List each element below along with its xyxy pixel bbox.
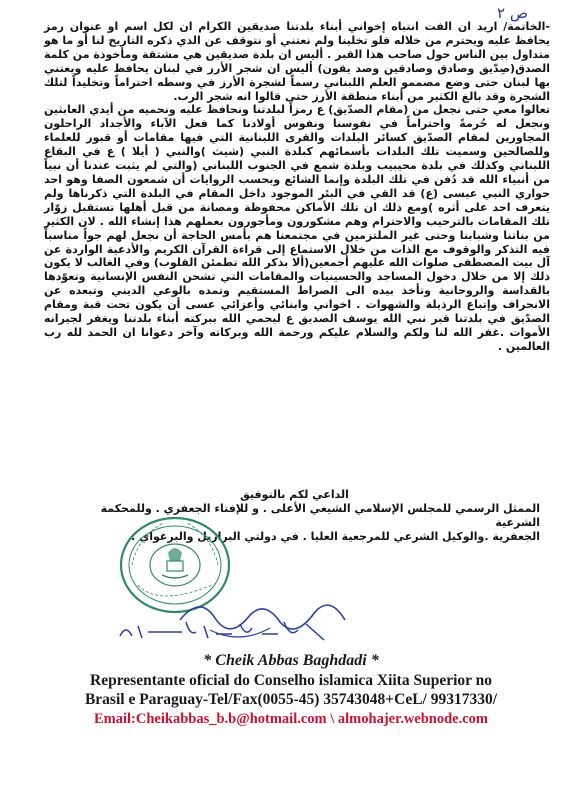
handwritten-date <box>112 614 332 648</box>
letter-body <box>44 20 550 354</box>
email-line: Email:Cheikabbas_b.b@hotmail.com \ almohajer.webnode.com <box>94 711 488 727</box>
author-name: * Cheik Abbas Baghdadi * <box>203 652 379 669</box>
contact-line: Brasil e Paraguay-Tel/Fax(0055-45) 35743048+CeL/ 99317330/ <box>84 691 498 708</box>
page-number: ص ٢ <box>497 4 528 22</box>
closing-phrase: الداعي لكم بالتوفيق <box>240 488 349 501</box>
closing-paragraph: -الخاتمة/ اريد ان الفت انتباه إخواني أبناء بلدتنا صديقين الكرام ان لكل اسم او عنوان رمز يحافظ عليه ويحترم من خلاله فلو تخلينا ولم نعتني أو نتوقف عن الذي ذكره التاريخ لنا أو ما هو متداول بين الناس حول صاحب هذا القبر . أليس ان بلدة صديقين هي مشتقة ومأخوذة من كلمة الصدق(صِدّيق وصادق وصادقين وصد يقون) أليس ان شجر الأرز في لبنان يحافظ عليه ويعتني بها لبنان حتى وضع مصممو العلم اللبناني رسماً لشجرة الأرز في وسطه احتراماً وتخليداً لتلك الشجرة وقد بالغ الكثير من أبناء منطقة الأرز حتى قالوا انه شجر الرب. <box>44 20 550 103</box>
call-paragraph: تعالوا معي حتى نجعل من (مقام الصدّيق) ع رمزاً لبلدتنا ونحافظ عليه ونحميه من أيدي العابثين ونجعل له حُرمةً واحتراماً في نفوسنا ونفوس أولادنا كما فعل الآباء والأجداد الراحلون المجاورين لمقام الصدّيق كسائر البلدات والقرى اللبنانية التي فيها مقامات أو قبور للعلماء وللصالحين وسميت تلك البلدات بأسمائهم كبلدة النبي (شيث )والنبي ( أيلا ) ع في البقاع اللبناني وكذلك في بلدة محيبيب وبلدة شمع في الجنوب اللبناني (والتي لم يثبت عندنا أن نبياً من أنبياء الله قد دُفن في تلك البلدة وإنما الشائع وبحسب الروايات أن شمعون الصفا وهو احد حواري النبي عيسى (ع) قد القي في البئر الموجود داخل المقام في البلدة التي ذكرناها ولم يتعرف احد على أثره )ومع ذلك ان تلك الأماكن محفوظة ومصانة من قبل أهلها تستقبل زوّار تلك المقامات بالترحيب والاحترام وهم مشكورون ومأجورون بعملهم هذا إنشاء الله . لان الكثير من بناتنا وشبابنا وحتى غير الملتزمين في مجتمعنا هم بأمس الحاجة أن نجعل لهم جواً مناسباً فيه التذكر والوقوف مع الذات من خلال الاستماع إلى قراءة القرآن الكريم والأدعية الواردة عن آل بيت المصطفى صلوات الله عليهم أجمعين(ألا بذكر الله تطمئن القلوب) وفي الغالب لا يكون ذلك إلا من خلال دخول المساجد والحسينيات والمقامات التي تشحن النفس الإنسانية وتعوّدها بالقداسة والروحانية وتأخذ بيده الى الصراط المستقيم وتمده بالوعي الديني وتبعده عن الانحراف وإتباع الرذيلة والشهوات . اخواني وابنائي وأعزائي عسى أن يكون تحت قبة ومقام الصدّيق في بلدتنا قبر نبي الله يوسف الصديق ع ليحمي الله ببركته أبناء بلدتنا ويغفر لجيرانه الأموات .غفر الله لنا ولكم والسلام عليكم ورحمة الله وبركاته وآخر دعوانا ان الحمد لله رب العالمين . <box>44 103 550 353</box>
signature-line-2: الجعفرية .والوكيل الشرعي للمرجعية العليا . في دولتي البرازيل والبرغواي . <box>131 530 540 543</box>
signature-line-1: الممثل الرسمي للمجلس الإسلامي الشيعي الأعلى . و للإفتاء الجعفري . وللمحكمة الشرعية <box>100 502 540 529</box>
representative-line: Representante oficial do Conselho islamica Xiita Superior no <box>90 672 492 689</box>
